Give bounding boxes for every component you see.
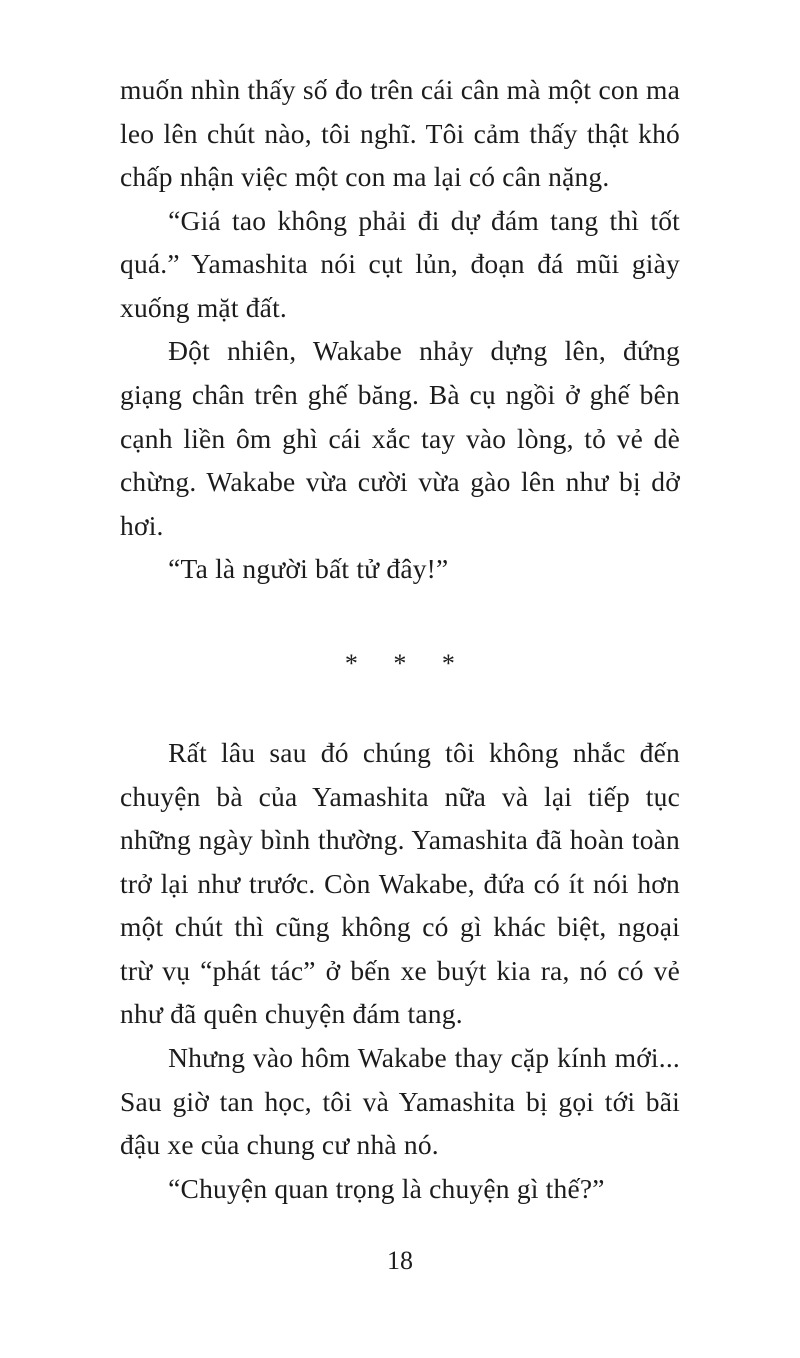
- page-number: 18: [387, 1246, 413, 1275]
- paragraph: Rất lâu sau đó chúng tôi không nhắc đến chuyện bà của Yamashita nữa và lại tiếp tục những ngày bình thường. Yamashita đã hoàn toàn trở lại như trước. Còn Wakabe, đứa có ít nói hơn một chút thì cũng không có gì khác biệt, ngoại trừ vụ “phát tác” ở bến xe buýt kia ra, nó có vẻ như đã quên chuyện đám tang.: [120, 736, 680, 1030]
- body-text-block: [120, 68, 680, 1210]
- section-separator: * * *: [344, 648, 456, 678]
- paragraph: Nhưng vào hôm Wakabe thay cặp kính mới... Sau giờ tan học, tôi và Yamashita bị gọi tới bãi đậu xe của chung cư nhà nó.: [120, 1041, 680, 1161]
- paragraph-continuation: muốn nhìn thấy số đo trên cái cân mà một con ma leo lên chút nào, tôi nghĩ. Tôi cảm thấy thật khó chấp nhận việc một con ma lại có cân nặng.: [120, 74, 680, 193]
- paragraph-dialogue: “Ta là người bất tử đây!”: [168, 553, 449, 585]
- paragraph-dialogue: “Chuyện quan trọng là chuyện gì thế?”: [168, 1172, 605, 1204]
- paragraph: Đột nhiên, Wakabe nhảy dựng lên, đứng giạng chân trên ghế băng. Bà cụ ngồi ở ghế bên cạnh liền ôm ghì cái xắc tay vào lòng, tỏ vẻ dè chừng. Wakabe vừa cười vừa gào lên như bị dở hơi.: [120, 335, 680, 541]
- paragraph: “Giá tao không phải đi dự đám tang thì tốt quá.” Yamashita nói cụt lủn, đoạn đá mũi giày xuống mặt đất.: [120, 204, 680, 323]
